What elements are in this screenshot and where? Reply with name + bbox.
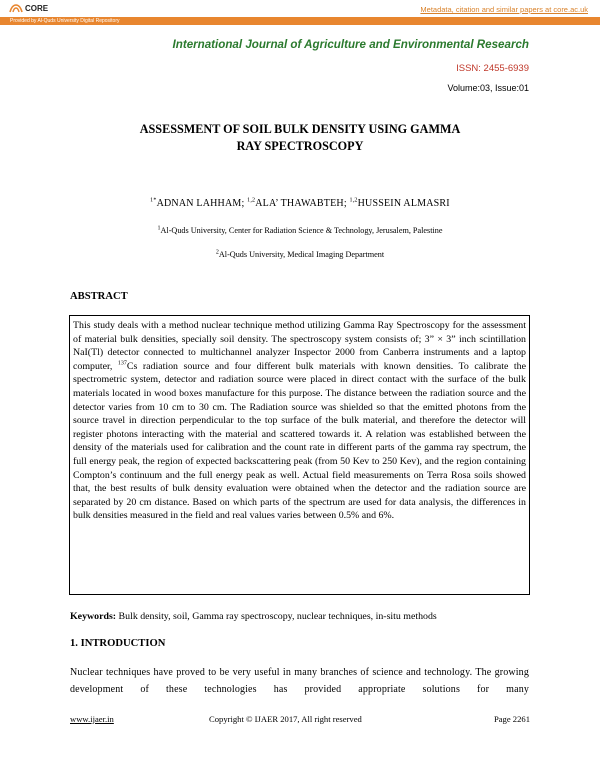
core-logo-label: CORE xyxy=(25,4,49,13)
introduction-heading: 1. INTRODUCTION xyxy=(70,638,166,649)
core-logo-icon xyxy=(9,4,23,13)
author-3-sup: 1,2 xyxy=(349,197,358,204)
abstract-text-part-1: This study deals with a method nuclear technique method utilizing Gamma Ray Spectroscopy for the assessment of material bulk densities, specially soil density. The spectroscopy system consists of; 3” × 3” inch scintillation NaI(Tl) detector connected to multichannel analyzer Inspector 2000 from Canberra instruments and a laptop computer, xyxy=(73,320,526,372)
affiliation-1-text: Al-Quds University, Center for Radiation Science & Technology, Jerusalem, Palestine xyxy=(160,226,443,235)
author-1-sup: 1* xyxy=(150,197,157,204)
provided-by-bar xyxy=(0,17,600,25)
footer-website-link[interactable]: www.ijaer.in xyxy=(70,714,114,724)
isotope-sup: 137 xyxy=(117,360,127,367)
footer-page-number: Page 2261 xyxy=(493,714,530,724)
affiliation-2 xyxy=(70,250,530,259)
affiliation-1-sup: 1 xyxy=(157,225,161,232)
journal-issn: ISSN: 2455-6939 xyxy=(456,63,529,74)
paper-title-line-2: RAY SPECTROSCOPY xyxy=(236,139,364,153)
keywords xyxy=(70,611,530,622)
journal-volume: Volume:03, Issue:01 xyxy=(447,83,529,93)
provided-by-text[interactable]: Provided by Al-Quds University Digital Repository xyxy=(10,18,120,24)
author-1-name: ADNAN LAHHAM; xyxy=(156,198,248,209)
author-2-sup: 1,2 xyxy=(247,197,256,204)
author-list xyxy=(70,198,530,209)
core-logo[interactable] xyxy=(9,4,48,13)
affiliation-2-text: Al-Quds University, Medical Imaging Department xyxy=(218,250,385,259)
core-metadata-link[interactable]: Metadata, citation and similar papers at core.ac.uk xyxy=(420,5,588,14)
author-3-name: HUSSEIN ALMASRI xyxy=(357,198,450,209)
abstract-box xyxy=(69,315,530,595)
journal-name: International Journal of Agriculture and Environmental Research xyxy=(172,38,529,51)
author-2-name: ALA’ THAWABTEH; xyxy=(255,198,350,209)
keywords-label: Keywords: xyxy=(70,611,117,622)
paper-title-line-1: ASSESSMENT OF SOIL BULK DENSITY USING GAMMA xyxy=(139,122,461,136)
affiliation-2-sup: 2 xyxy=(215,249,219,256)
paper-title xyxy=(70,121,530,155)
abstract-heading: ABSTRACT xyxy=(70,291,128,302)
affiliation-1 xyxy=(70,226,530,235)
introduction-text: Nuclear techniques have proved to be very useful in many branches of science and technology. The growing development of these technologies has provided appropriate solutions for many xyxy=(70,667,529,695)
footer-copyright: Copyright © IJAER 2017, All right reserved xyxy=(209,714,362,724)
abstract-text-part-2: Cs radiation source and four different bulk materials with known densities. To calibrate the spectrometric system, detector and radiation source were placed in direct contact with the surface of the bulk materials located in wood boxes manufacture for this purpose. The distance between the radiation source and the detector varies from 10 cm to 30 cm. The Radiation source was shielded so that the emitted photons from the source travel in direction perpendicular to the top surface of the bulk material, and therefore the detector will register photons interacting with the material and scattered towards it. A relation was established between the density of the materials used for calibration and the count rate in different parts of the gamma ray spectrum, the full energy peak, the region of expected backscattering peak (from 50 Kev to 250 Kev), and the region containing Compton’s continuum and the full energy peak as well. Actual field measurements on Terra Rosa soils showed that, the best results of bulk density evaluation were obtained when the detector and the radiation source are separated by 20 cm distance. Based on which parts of the spectrum are used for data analysis, the differences in bulk densities measured in the field and real values varies between 0.5% and 6%. xyxy=(73,360,526,522)
keywords-text: Bulk density, soil, Gamma ray spectroscopy, nuclear techniques, in-situ methods xyxy=(116,611,437,622)
